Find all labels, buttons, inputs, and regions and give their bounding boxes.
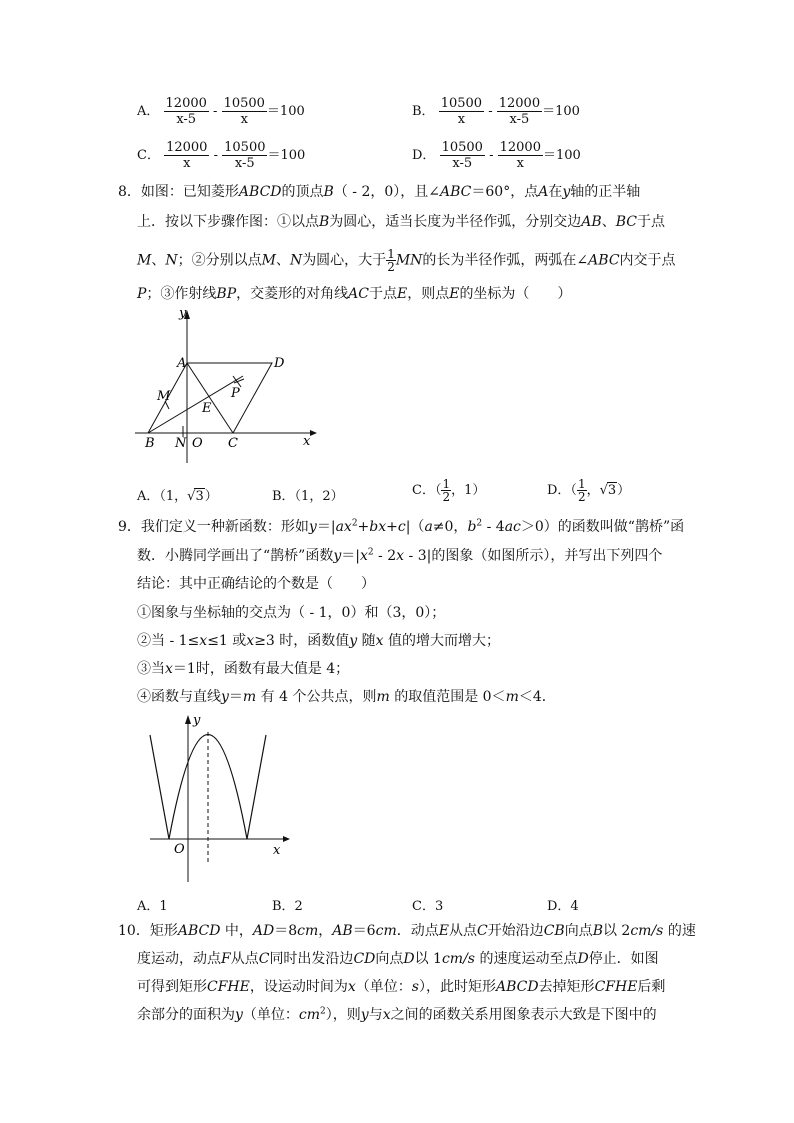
q8-line-2: 上．按以下步骤作图：①以点B为圆心，适当长度为半径作弧，分别交边AB、BC于点 (137, 214, 665, 230)
q10-line-2: 度运动，动点F从点C同时出发沿边CD向点D以 1cm/s 的速度运动至点D停止．如图 (137, 951, 659, 967)
label-p: P (231, 386, 240, 401)
q7-option-c[interactable]: C． $\frac{12000}{x}$ - $\frac{10500}{x-5}$ ＝100 (137, 140, 306, 171)
label-x: x (303, 434, 311, 449)
x-axis-arrow (310, 430, 317, 436)
q7-option-d[interactable]: D． $\frac{10500}{x-5}$ - $\frac{12000}{x}$ ＝100 (412, 140, 581, 171)
q10-line-4: 余部分的面积为y（单位：$cm^2$），则y与x之间的函数关系用图象表示大致是下图中的 (137, 1006, 657, 1023)
q8-line-4: P；③作射线BP，交菱形的对角线AC于点E，则点E的坐标为（ ） (137, 286, 572, 302)
fraction: $\frac{1}{2}$ (387, 247, 395, 274)
q10-line-3: 可得到矩形CFHE，设运动时间为x（单位：s），此时矩形ABCD去掉矩形CFHE后剩 (137, 979, 666, 995)
label-o: O (192, 436, 203, 451)
q8-option-a[interactable]: A．（1，√3） (137, 489, 218, 504)
q9-statement-4: ④函数与直线y＝m 有 4 个公共点，则m 的取值范围是 0＜m＜4． (137, 689, 556, 705)
function-graph (140, 710, 300, 885)
q8-line-3: M、N；②分别以点M、N为圆心，大于 $\frac{1}{2}$ MN的长为半径作弧，两弧在∠ABC内交于点 (137, 247, 676, 274)
fraction: $\frac{1}{2}$ (442, 477, 451, 504)
q7-option-a[interactable]: A． $\frac{12000}{x-5}$ - $\frac{10500}{x}$ ＝100 (137, 96, 305, 127)
label-m: M (157, 389, 171, 404)
q8-line-1: 8．如图：已知菱形ABCD的顶点B（ - 2，0），且∠ABC＝60°，点A在y轴的正半轴 (118, 184, 641, 200)
q9-option-d[interactable]: D．4 (547, 899, 579, 914)
q9-statement-3: ③当x＝1时，函数有最大值是 4； (137, 661, 350, 677)
label-e: E (202, 401, 212, 416)
label-c: C (228, 436, 238, 451)
q8-option-d[interactable]: D．（ $\frac{1}{2}$ ，√3） (547, 477, 631, 504)
fraction: $\frac{10500}{x-5}$ (224, 140, 266, 171)
fraction: $\frac{12000}{x}$ (166, 140, 208, 171)
q9-option-b[interactable]: B．2 (272, 899, 303, 914)
fraction: $\frac{10500}{x}$ (440, 96, 483, 127)
rhombus-figure (135, 305, 325, 465)
label-n: N (175, 436, 187, 451)
q9-line-3: 结论：其中正确结论的个数是（ ） (137, 576, 375, 592)
label-d: D (274, 356, 285, 371)
q9-statement-2: ②当 - 1≤x≤1 或x≥3 时，函数值y 随x 值的增大而增大； (137, 633, 501, 649)
ray-bp (148, 376, 243, 433)
fraction: $\frac{1}{2}$ (577, 477, 586, 504)
diagonal-ac (187, 363, 233, 433)
label-x: x (273, 843, 281, 858)
q8-option-b[interactable]: B．（1，2） (272, 489, 344, 504)
fraction: $\frac{10500}{x}$ (223, 96, 265, 127)
q7-option-b[interactable]: B． $\frac{10500}{x}$ - $\frac{12000}{x-5}$ ＝100 (412, 96, 580, 127)
y-axis-arrow (185, 715, 191, 724)
label-o: O (174, 842, 185, 857)
q9-option-a[interactable]: A．1 (137, 899, 168, 914)
q9-line-1: 9．我们定义一种新函数：形如$y=|ax^2+bx+c|(a\ne 0$，$b^2 - 4ac>0$）的函数叫做“鹊桥”函 (118, 518, 685, 535)
q9-statement-1: ①图象与坐标轴的交点为（ - 1，0）和（3，0）； (137, 605, 446, 621)
q9-line-2: 数．小腾同学画出了“鹊桥”函数$y=|x^2 - 2x - 3|$的图象（如图所示），并写出下列四个 (137, 547, 663, 564)
label-y: y (193, 713, 201, 728)
label-y: y (179, 306, 187, 321)
label-b: B (145, 436, 155, 451)
x-axis-arrow (283, 836, 290, 842)
q8-option-c[interactable]: C．（ $\frac{1}{2}$ ，1） (412, 477, 486, 504)
q10-line-1: 10．矩形ABCD 中，AD＝8cm，AB＝6cm．动点E从点C开始沿边CB向点B以 2cm/s 的速 (118, 923, 696, 939)
fraction: $\frac{12000}{x-5}$ (165, 96, 207, 127)
fraction: $\frac{10500}{x-5}$ (441, 140, 483, 171)
fraction: $\frac{12000}{x}$ (499, 140, 541, 171)
label-a: A (177, 356, 187, 371)
q9-option-c[interactable]: C．3 (412, 899, 444, 914)
fraction: $\frac{12000}{x-5}$ (498, 96, 541, 127)
